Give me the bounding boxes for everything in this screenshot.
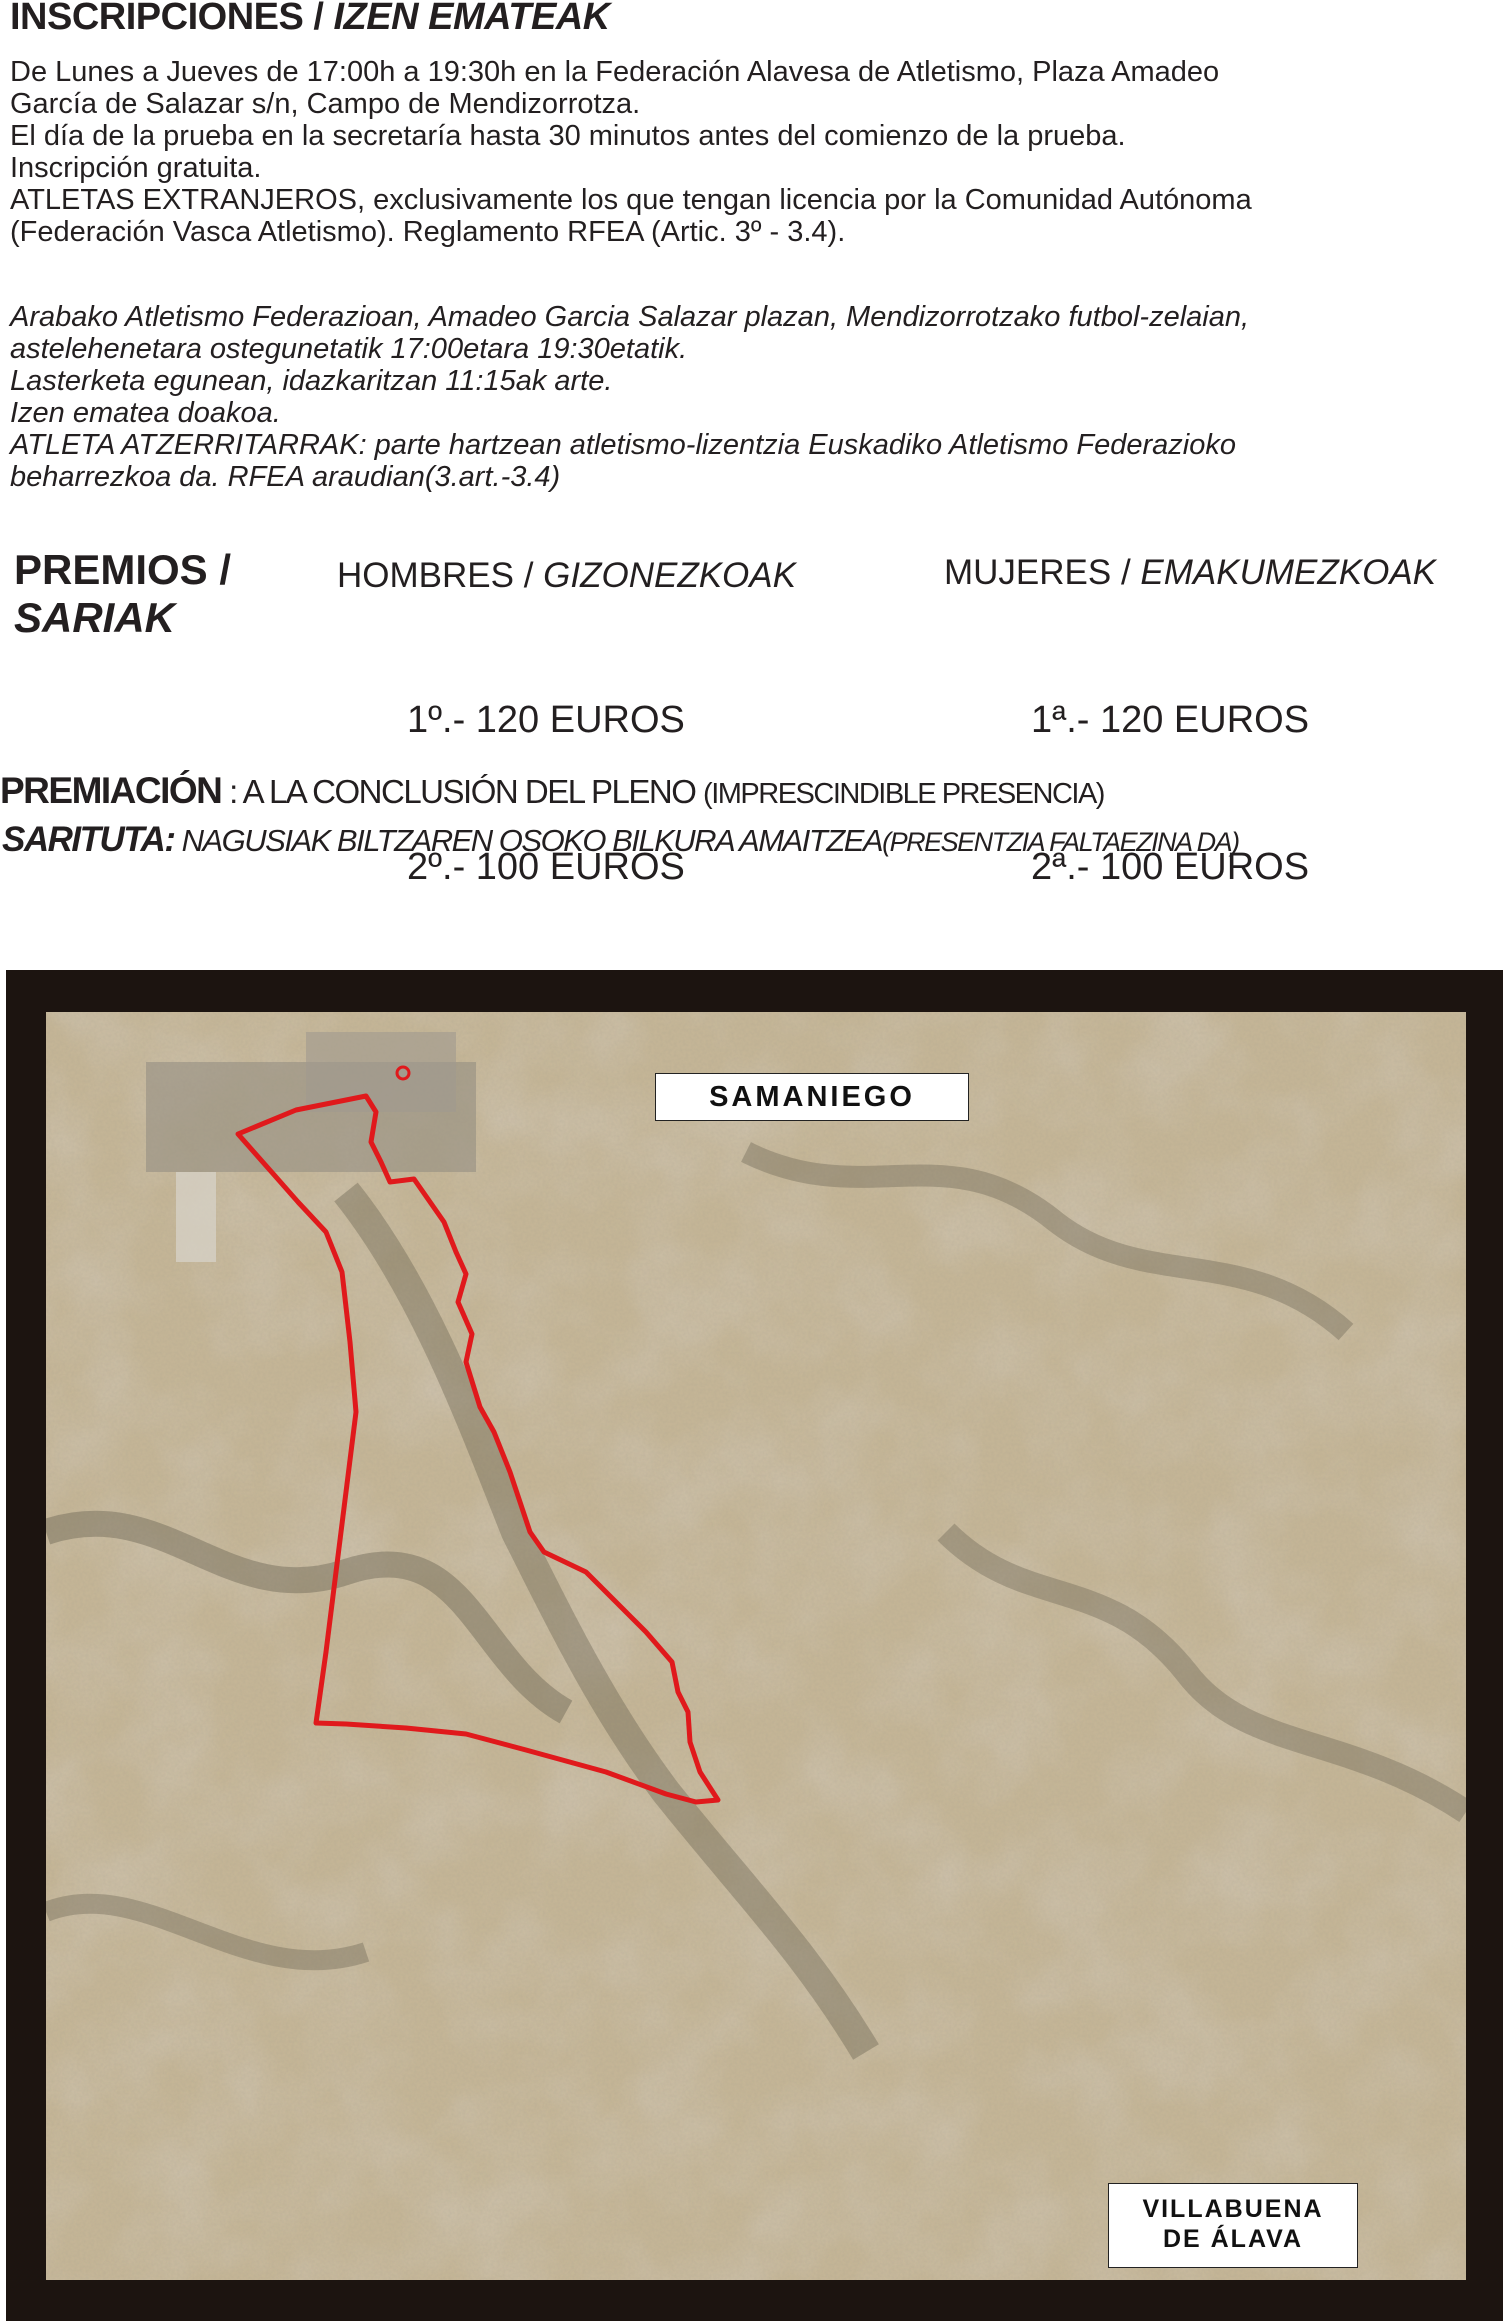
women-label-es: MUJERES / (944, 553, 1141, 592)
premiacion-label: PREMIACIÓN (0, 770, 222, 811)
es-line: ATLETAS EXTRANJEROS, exclusivamente los que tengan licencia por la Comunidad Autónoma (10, 184, 1252, 216)
men-label-eu: GIZONEZKOAK (543, 556, 796, 595)
eu-line: Arabako Atletismo Federazioan, Amadeo Garcia Salazar plazan, Mendizorrotzako futbol-zelaian, (10, 301, 1250, 333)
women-prize-1: 1ª.- 120 EUROS (1031, 699, 1310, 741)
eu-line: ATLETA ATZERRITARRAK: parte hartzean atletismo-lizentzia Euskadiko Atletismo Federazioko (10, 429, 1236, 461)
women-label-eu: EMAKUMEZKOAK (1140, 553, 1437, 592)
premios-heading-es: PREMIOS / (14, 546, 232, 593)
premiacion-note: (IMPRESCINDIBLE PRESENCIA) (703, 778, 1104, 810)
premiacion-eu (2, 820, 1239, 860)
es-line: Inscripción gratuita. (10, 152, 262, 184)
villabuena-label (1108, 2183, 1358, 2268)
villabuena-line-2: DE ÁLAVA (1162, 2225, 1304, 2253)
es-line: García de Salazar s/n, Campo de Mendizorrotza. (10, 88, 641, 120)
title-es: INSCRIPCIONES / (10, 0, 334, 38)
eu-line: beharrezkoa da. RFEA araudian(3.art.-3.4) (10, 461, 561, 493)
inscripciones-eu-text (10, 301, 1249, 493)
aerial-map-image (46, 1012, 1466, 2280)
men-column-heading (337, 556, 796, 596)
samaniego-label: SAMANIEGO (655, 1073, 969, 1121)
sarituta-label: SARITUTA: (2, 820, 175, 859)
title-eu: IZEN EMATEAK (333, 0, 610, 38)
women-prize-2: 2ª.- 100 EUROS (1031, 846, 1310, 888)
aerial-map (46, 1012, 1466, 2280)
women-column-heading (944, 553, 1436, 593)
es-line: El día de la prueba en la secretaría hasta 30 minutos antes del comienzo de la prueba. (10, 120, 1126, 152)
es-line: De Lunes a Jueves de 17:00h a 19:30h en la Federación Alavesa de Atletismo, Plaza Amadeo (10, 56, 1220, 88)
eu-line: Lasterketa egunean, idazkaritzan 11:15ak arte. (10, 365, 613, 397)
premios-heading-eu: SARIAK (14, 594, 176, 641)
es-line: (Federación Vasca Atletismo). Reglamento RFEA (Artic. 3º - 3.4). (10, 216, 846, 248)
premiacion-text: : A LA CONCLUSIÓN DEL PLENO (221, 773, 704, 810)
inscripciones-es-text (10, 56, 1252, 248)
premiacion-es (0, 770, 1104, 812)
sarituta-text: NAGUSIAK BILTZAREN OSOKO BILKURA AMAITZEA (174, 823, 883, 858)
eu-line: Izen ematea doakoa. (10, 397, 281, 429)
villabuena-line-1: VILLABUENA (1142, 2195, 1324, 2223)
eu-line: astelehenetara ostegunetatik 17:00etara 19:30etatik. (10, 333, 688, 365)
men-label-es: HOMBRES / (337, 556, 544, 595)
premios-heading (14, 546, 231, 642)
men-prize-1: 1º.- 120 EUROS (407, 699, 685, 741)
sarituta-note: (PRESENTZIA FALTAEZINA DA) (882, 827, 1239, 857)
inscripciones-title (10, 0, 610, 39)
men-prize-2: 2º.- 100 EUROS (407, 846, 685, 888)
